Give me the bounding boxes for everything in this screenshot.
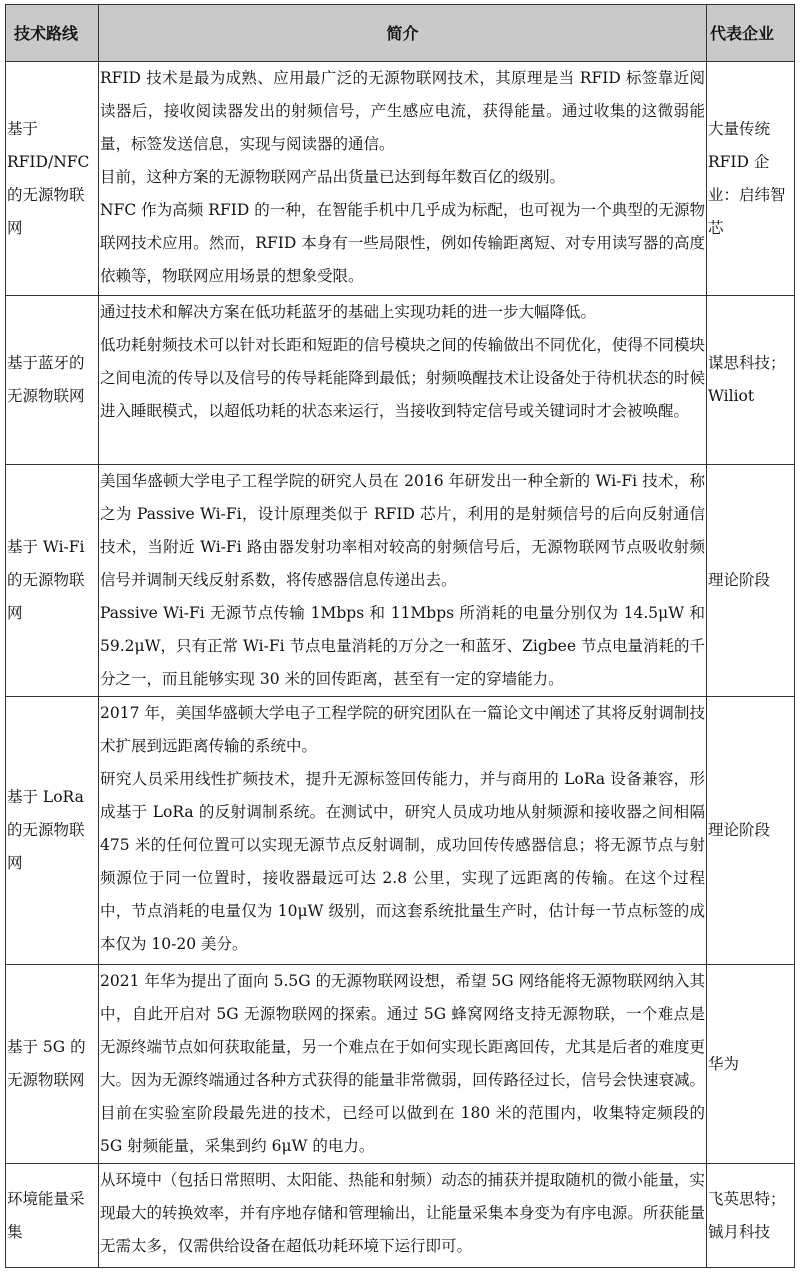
table-row: [6, 697, 795, 965]
intro-paragraph: 从环境中（包括日常照明、太阳能、热能和射频）动态的捕获并提取随机的微小能量，实现最大的转换效率，并有序地存储和管理输出，让能量采集本身变为有序电源。所获能量无需太多，仅需供给设备在超低功耗环境下运行即可。: [100, 1171, 705, 1255]
header-company: 代表企业: [707, 5, 795, 62]
route-cell: 基于 RFID/NFC 的无源物联网: [6, 62, 99, 296]
tech-route-table: [5, 4, 795, 1268]
company-cell: 大量传统 RFID 企业：启纬智芯: [707, 62, 795, 296]
route-cell: 基于 5G 的无源物联网: [6, 965, 99, 1164]
company-cell: 理论阶段: [707, 465, 795, 697]
table-row: [6, 965, 795, 1164]
intro-paragraph: NFC 作为高频 RFID 的一种，在智能手机中几乎成为标配，也可视为一个典型的无源物联网技术应用。然而，RFID 本身有一些局限性，例如传输距离短、对专用读写器的高度依赖等，物联网应用场景的想象受限。: [100, 201, 705, 285]
intro-paragraph: RFID 技术是最为成熟、应用最广泛的无源物联网技术，其原理是当 RFID 标签靠近阅读器后，接收阅读器发出的射频信号，产生感应电流，获得能量。通过收集的这微弱能量，标签发送信息，实现与阅读器的通信。: [100, 69, 705, 153]
intro-paragraph: 2017 年，美国华盛顿大学电子工程学院的研究团队在一篇论文中阐述了其将反射调制技术扩展到远距离传输的系统中。: [100, 704, 705, 755]
intro-cell: [99, 1164, 707, 1268]
route-cell: 基于 LoRa 的无源物联网: [6, 697, 99, 965]
intro-cell: [99, 465, 707, 697]
header-route: 技术路线: [6, 5, 99, 62]
intro-cell: [99, 296, 707, 465]
company-cell: 华为: [707, 965, 795, 1164]
table-row: [6, 62, 795, 296]
intro-paragraph: 美国华盛顿大学电子工程学院的研究人员在 2016 年研发出一种全新的 Wi-Fi 技术，称之为 Passive Wi-Fi，设计原理类似于 RFID 芯片，利用的是射频信号的后向反射通信技术，当附近 Wi-Fi 路由器发射功率相对较高的射频信号后，无源物联网节点吸收射频信号并调制天线反射系数，将传感器信息传递出去。: [100, 472, 705, 589]
intro-paragraph: 研究人员采用线性扩频技术，提升无源标签回传能力，并与商用的 LoRa 设备兼容，形成基于 LoRa 的反射调制系统。在测试中，研究人员成功地从射频源和接收器之间相隔 475 米的任何位置可以实现无源节点反射调制，成功回传传感器信息；将无源节点与射频源位于同一位置时，接收器最远可达 2.8 公里，实现了远距离的传输。在这个过程中，节点消耗的电量仅为 10μW 级别，而这套系统批量生产时，估计每一节点标签的成本仅为 10-20 美分。: [100, 770, 705, 953]
table-row: [6, 1164, 795, 1268]
header-intro: 简介: [99, 5, 707, 62]
company-cell: 飞英思特；铖月科技: [707, 1164, 795, 1268]
intro-paragraph: 低功耗射频技术可以针对长距和短距的信号模块之间的传输做出不同优化，使得不同模块之间电流的传导以及信号的传导耗能降到最低；射频唤醒技术让设备处于待机状态的时候进入睡眠模式，以超低功耗的状态来运行，当接收到特定信号或关键词时才会被唤醒。: [100, 336, 705, 420]
route-cell: 基于 Wi-Fi 的无源物联网: [6, 465, 99, 697]
intro-paragraph: 2021 年华为提出了面向 5.5G 的无源物联网设想，希望 5G 网络能将无源物联网纳入其中，自此开启对 5G 无源物联网的探索。通过 5G 蜂窝网络支持无源物联，一个难点是无源终端节点如何获取能量，另一个难点在于如何实现长距离回传，尤其是后者的难度更大。因为无源终端通过各种方式获得的能量非常微弱，回传路径过长，信号会快速衰减。目前在实验室阶段最先进的技术，已经可以做到在 180 米的范围内，收集特定频段的 5G 射频能量，采集到约 6μW 的电力。: [100, 972, 705, 1155]
intro-paragraph: Passive Wi-Fi 无源节点传输 1Mbps 和 11Mbps 所消耗的电量分别仅为 14.5μW 和 59.2μW，只有正常 Wi-Fi 节点电量消耗的万分之一和蓝牙、Zigbee 节点电量消耗的千分之一，而且能够实现 30 米的回传距离，甚至有一定的穿墙能力。: [100, 604, 705, 688]
table-row: [6, 465, 795, 697]
intro-cell: [99, 965, 707, 1164]
header-row: [6, 5, 795, 62]
company-cell: 理论阶段: [707, 697, 795, 965]
intro-cell: [99, 62, 707, 296]
route-cell: 基于蓝牙的无源物联网: [6, 296, 99, 465]
intro-paragraph: 目前，这种方案的无源物联网产品出货量已达到每年数百亿的级别。: [100, 168, 566, 186]
table-row: [6, 296, 795, 465]
route-cell: 环境能量采集: [6, 1164, 99, 1268]
intro-paragraph: 通过技术和解决方案在低功耗蓝牙的基础上实现功耗的进一步大幅降低。: [100, 303, 597, 321]
company-cell: 谋思科技；Wiliot: [707, 296, 795, 465]
intro-cell: [99, 697, 707, 965]
